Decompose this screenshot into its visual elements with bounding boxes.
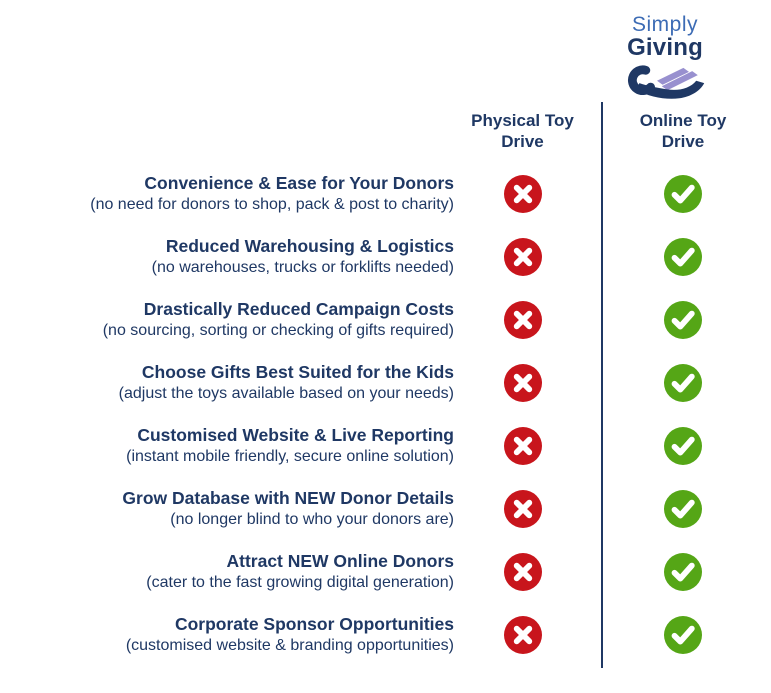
feature-title: Grow Database with NEW Donor Details [122, 487, 454, 508]
check-icon [664, 238, 702, 276]
giving-hand-icon [625, 63, 705, 100]
online-cell [602, 414, 771, 477]
table-row [0, 603, 771, 666]
feature-subtitle: (no need for donors to shop, pack & post to charity) [90, 195, 454, 213]
cross-icon [504, 553, 542, 591]
table-row [0, 288, 771, 351]
table-row [0, 162, 771, 225]
feature-label [0, 414, 457, 477]
table-row [0, 477, 771, 540]
physical-cell [457, 162, 602, 225]
check-icon [664, 616, 702, 654]
feature-label [0, 477, 457, 540]
physical-cell [457, 225, 602, 288]
cross-icon [504, 301, 542, 339]
header-spacer [0, 100, 457, 162]
physical-cell [457, 477, 602, 540]
online-cell [602, 477, 771, 540]
logo-text-giving: Giving [627, 34, 703, 61]
check-icon [664, 364, 702, 402]
feature-subtitle: (adjust the toys available based on your needs) [118, 384, 454, 402]
feature-subtitle: (instant mobile friendly, secure online solution) [126, 447, 454, 465]
feature-subtitle: (customised website & branding opportunities) [125, 636, 454, 654]
feature-title: Reduced Warehousing & Logistics [165, 235, 454, 256]
physical-cell [457, 351, 602, 414]
table-row [0, 351, 771, 414]
feature-label [0, 351, 457, 414]
simply-giving-logo [607, 14, 723, 104]
online-cell [602, 162, 771, 225]
column-header-online: Online Toy Drive [639, 111, 727, 151]
feature-title: Customised Website & Live Reporting [137, 424, 454, 445]
feature-label [0, 603, 457, 666]
cross-icon [504, 616, 542, 654]
check-icon [664, 301, 702, 339]
online-cell [602, 225, 771, 288]
feature-title: Drastically Reduced Campaign Costs [143, 298, 454, 319]
feature-title: Convenience & Ease for Your Donors [144, 172, 454, 193]
feature-title: Attract NEW Online Donors [226, 550, 454, 571]
feature-title: Corporate Sponsor Opportunities [174, 613, 454, 634]
table-header-row [0, 100, 771, 162]
feature-label [0, 225, 457, 288]
online-cell [602, 603, 771, 666]
cross-icon [504, 364, 542, 402]
online-cell [602, 288, 771, 351]
feature-label [0, 540, 457, 603]
comparison-table [0, 100, 771, 666]
cross-icon [504, 238, 542, 276]
feature-subtitle: (cater to the fast growing digital generation) [146, 573, 454, 591]
feature-subtitle: (no sourcing, sorting or checking of gifts required) [102, 321, 454, 339]
check-icon [664, 175, 702, 213]
cross-icon [504, 427, 542, 465]
feature-label [0, 288, 457, 351]
logo-text-simply: Simply [631, 13, 698, 36]
check-icon [664, 427, 702, 465]
physical-cell [457, 540, 602, 603]
table-row [0, 414, 771, 477]
physical-cell [457, 288, 602, 351]
online-cell [602, 540, 771, 603]
feature-subtitle: (no warehouses, trucks or forklifts needed) [151, 258, 454, 276]
feature-subtitle: (no longer blind to who your donors are) [170, 510, 454, 528]
feature-title: Choose Gifts Best Suited for the Kids [141, 361, 454, 382]
table-row [0, 540, 771, 603]
feature-label [0, 162, 457, 225]
physical-cell [457, 414, 602, 477]
online-cell [602, 351, 771, 414]
cross-icon [504, 175, 542, 213]
table-row [0, 225, 771, 288]
check-icon [664, 490, 702, 528]
check-icon [664, 553, 702, 591]
physical-cell [457, 603, 602, 666]
column-header-physical: Physical Toy Drive [471, 111, 574, 151]
cross-icon [504, 490, 542, 528]
